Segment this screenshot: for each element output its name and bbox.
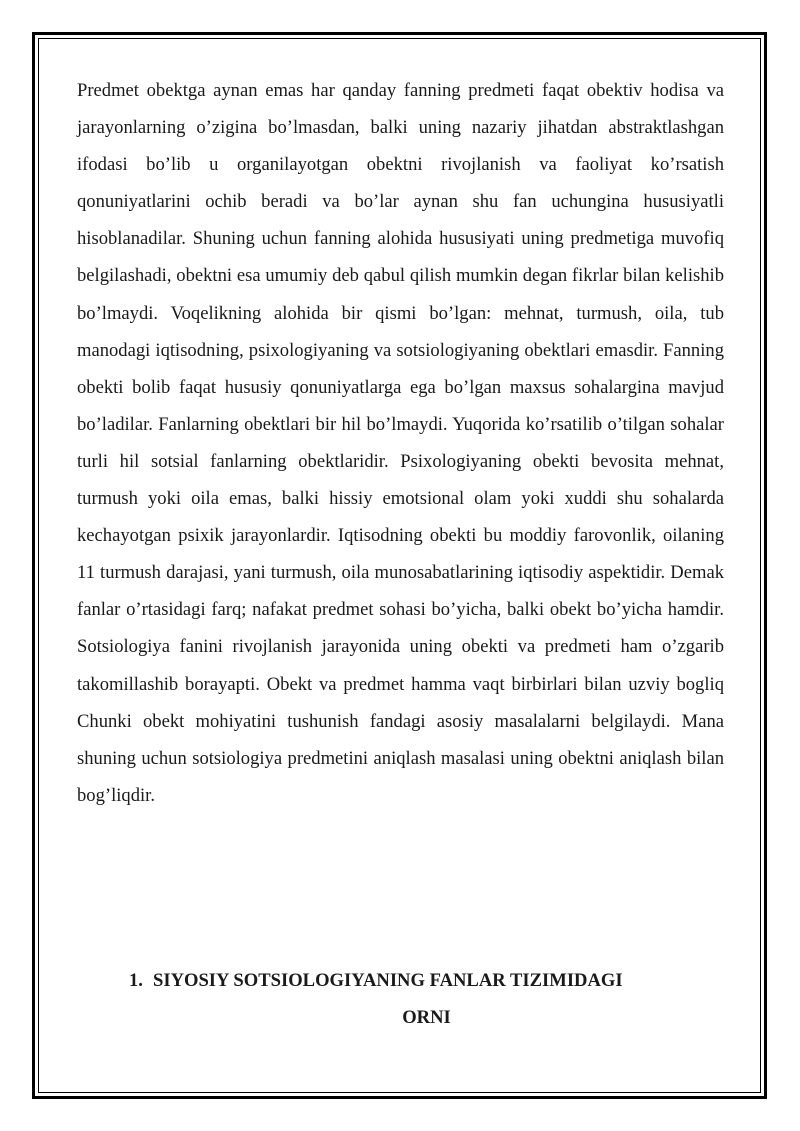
- section-heading-line2: ORNI: [402, 1007, 451, 1029]
- body-paragraph: Predmet obektga aynan emas har qanday fanning predmeti faqat obektiv hodisa va jarayonlarning o’zigina bo’lmasdan, balki uning nazariy jihatdan abstraktlashgan ifodasi bo’lib u organilayotgan obektni rivojlanish va faoliyat ko’rsatish qonuniyatlarini ochib beradi va bo’lar aynan shu fan uchungina hususiyatli hisoblanadilar. Shuning uchun fanning alohida hususiyati uning predmetiga muvofiq belgilashadi, obektni esa umumiy deb qabul qilish mumkin degan fikrlar bilan kelishib bo’lmaydi. Voqelikning alohida bir qismi bo’lgan: mehnat, turmush, oila, tub manodagi iqtisodning, psixologiyaning va sotsiologiyaning obektlari emasdir. Fanning obekti bolib faqat hususiy qonuniyatlarga ega bo’lgan maxsus sohalargina mavjud bo’ladilar. Fanlarning obektlari bir hil bo’lmaydi. Yuqorida ko’rsatilib o’tilgan sohalar turli hil sotsial fanlarning obektlaridir. Psixologiyaning obekti bevosita mehnat, turmush yoki oila emas, balki hissiy emotsional olam yoki xuddi shu sohalarda kechayotgan psixik jarayonlardir. Iqtisodning obekti bu moddiy farovonlik, oilaning 11 turmush darajasi, yani turmush, oila munosabatlarining iqtisodiy aspektidir. Demak fanlar o’rtasidagi farq; nafakat predmet sohasi bo’yicha, balki obekt bo’yicha hamdir. Sotsiologiya fanini rivojlanish jarayonida uning obekti va predmeti ham o’zgarib takomillashib borayapti. Obekt va predmet hamma vaqt birbirlari bilan uzviy bogliq Chunki obekt mohiyatini tushunish fandagi asosiy masalalarni belgilaydi. Mana shuning uchun sotsiologiya predmetini aniqlash masalasi uning obektni aniqlash bilan bog’liqdir.: [77, 80, 724, 806]
- section-heading-number: 1.: [129, 970, 143, 991]
- section-heading-title: SIYOSIY SOTSIOLOGIYANING FANLAR TIZIMIDAGI: [153, 970, 623, 991]
- section-heading: [77, 962, 724, 1036]
- section-heading-line1: [77, 962, 724, 999]
